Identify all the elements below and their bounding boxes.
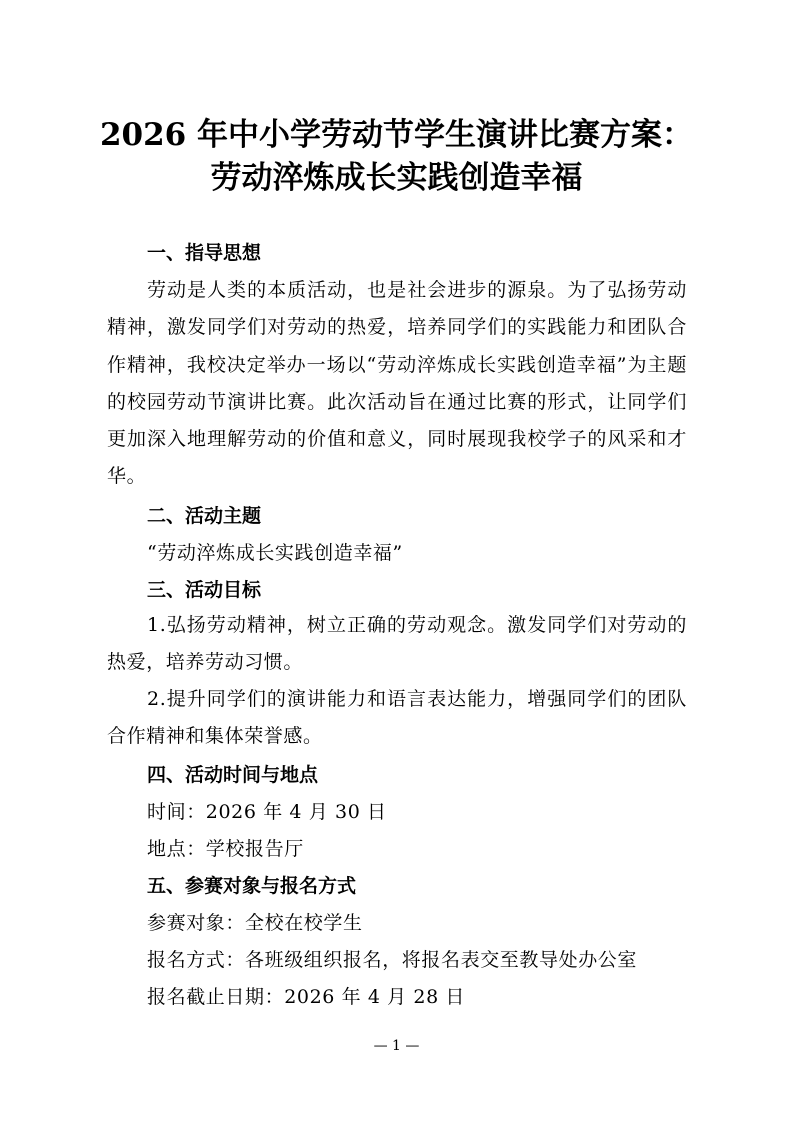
section-heading-time-place: 四、活动时间与地点 (147, 764, 319, 786)
document-title-line-2: 劳动淬炼成长实践创造幸福 (210, 160, 583, 196)
event-time: 时间：2026 年 4 月 30 日 (147, 801, 387, 823)
registration-deadline: 报名截止日期：2026 年 4 月 28 日 (147, 986, 466, 1008)
goal-item-1: 1.弘扬劳动精神，树立正确的劳动观念。激发同学们对劳动的热爱，培养劳动习惯。 (107, 614, 687, 674)
registration-method: 报名方式：各班级组织报名，将报名表交至教导处办公室 (147, 949, 638, 971)
section-heading-goals: 三、活动目标 (147, 579, 262, 601)
theme-text: “劳动淬炼成长实践创造幸福” (147, 542, 403, 564)
guiding-paragraph: 劳动是人类的本质活动，也是社会进步的源泉。为了弘扬劳动精神，激发同学们对劳动的热爱，培养同学们的实践能力和团队合作精神，我校决定举办一场以“劳动淬炼成长实践创造幸福”为主题的校园劳动节演讲比赛。此次活动旨在通过比赛的形式，让同学们更加深入地理解劳动的价值和意义，同时展现我校学子的风采和才华。 (107, 279, 687, 488)
event-place: 地点：学校报告厅 (147, 838, 304, 860)
document-title-line-1: 2026 年中小学劳动节学生演讲比赛方案： (99, 117, 694, 153)
participant-target: 参赛对象：全校在校学生 (147, 912, 363, 934)
section-heading-theme: 二、活动主题 (147, 505, 262, 527)
section-heading-participants: 五、参赛对象与报名方式 (147, 875, 357, 897)
page-number: — 1 — (373, 1038, 420, 1054)
goal-item-2: 2.提升同学们的演讲能力和语言表达能力，增强同学们的团队合作精神和集体荣誉感。 (107, 688, 687, 748)
section-heading-guiding: 一、指导思想 (147, 242, 262, 264)
